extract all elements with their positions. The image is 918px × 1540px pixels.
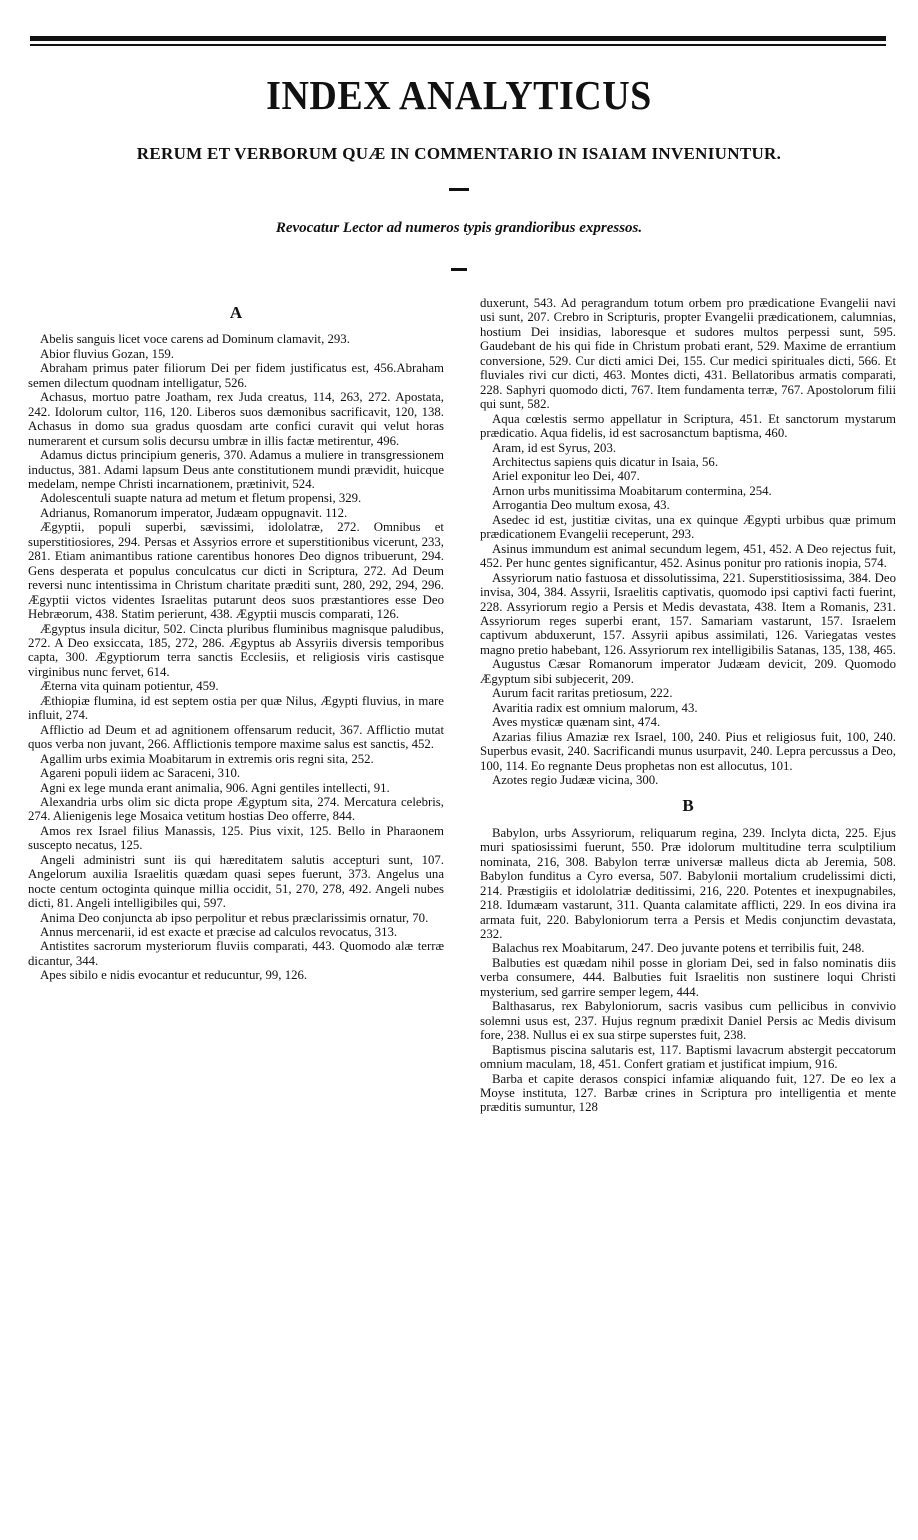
- index-entry: Abraham primus pater filiorum Dei per fidem justificatus est, 456.Abraham semen dilectum quodnam intelligatur, 526.: [28, 361, 444, 390]
- index-entry: Baptismus piscina salutaris est, 117. Baptismi lavacrum abstergit peccatorum omnium maculam, 18, 451. Confert gratiam et justificat impium, 916.: [480, 1042, 896, 1072]
- index-entry: Babylon, urbs Assyriorum, reliquarum regina, 239. Inclyta dicta, 225. Ejus muri spatiosissimi fuerunt, 550. Præ idolorum multitudine terra sculptilium nominata, 216, 308. Babylon terræ universæ malleus dicta ab Jeremia, 508. Babylon funditus a Cyro eversa, 507. Babylonii mortalium crudelissimi dicti, 214. Præstigiis et idololatriæ deditissimi, 216, 220. Potentes et inexpugnabiles, 218. Idumæam vastarunt, 311. Quanta calamitate afflicti, 229. In eos divina ira armata fuit, 220. Babyloniorum terra a Persis et Medis conjunctim devastata, 232.: [480, 825, 896, 942]
- index-entry: Arrogantia Deo multum exosa, 43.: [492, 498, 670, 513]
- index-entry: Avaritia radix est omnium malorum, 43.: [492, 700, 698, 715]
- separator-dash: [451, 268, 467, 271]
- index-entry: Arnon urbs munitissima Moabitarum contermina, 254.: [492, 483, 772, 498]
- index-entry: Annus mercenarii, id est exacte et præcise ad calculos revocatus, 313.: [40, 925, 398, 940]
- index-entry: Aram, id est Syrus, 203.: [492, 440, 617, 455]
- index-entry: Balthasarus, rex Babyloniorum, sacris vasibus cum pellicibus in convivio solemni usus est, 237. Hujus regnum prædixit Daniel Persis ac Medis divisum fore, 238. Nullus ei ex sua stirpe superstes fuit, 238.: [480, 999, 896, 1043]
- index-entry: Amos rex Israel filius Manassis, 125. Pius vixit, 125. Bello in Pharaonem suscepto necatus, 125.: [28, 823, 444, 853]
- index-entry: Agni ex lege munda erant animalia, 906. Agni gentiles intellecti, 91.: [40, 780, 390, 795]
- section-letter-a: A: [229, 303, 243, 322]
- index-entry: Abelis sanguis licet voce carens ad Dominum clamavit, 293.: [40, 332, 350, 347]
- index-entry: Asinus immundum est animal secundum legem, 451, 452. A Deo rejectus fuit, 452. Per hunc gentes significantur, 452. Asinus ponitur pro rationis inopia, 574.: [480, 541, 896, 571]
- index-entry: Assyriorum natio fastuosa et dissolutissima, 221. Superstitiosissima, 384. Deo invisa, 304, 384. Assyrii, Israelitis captivatis, quomodo ipsi captivi facti fuerint, 228. Assyriorum regio a Persis et Medis devastata, 438. Item a Romanis, 231. Assyriorum reges superbi erant, 157. Samariam vastarunt, 157. Israelem captivum abduxerunt, 157. Assyrii apibus assimilati, 126. Variegatas vestes magno pretio habebant, 126. Assyriorum rex intelligibilis Satanas, 135, 138, 465.: [480, 570, 896, 657]
- index-entry: Afflictio ad Deum et ad agnitionem offensarum reducit, 367. Afflictio mutat quos verba non juvant, 266. Afflictionis tempore maxime salus est sanctis, 452.: [28, 722, 444, 752]
- index-entry: Alexandria urbs olim sic dicta prope Ægyptum sita, 274. Mercatura celebris, 274. Alienigenis lege Mosaica vetitum hostias Deo offerre, 844.: [28, 794, 444, 824]
- index-entry: Anima Deo conjuncta ab ipso perpolitur et rebus præclarissimis ornatur, 70.: [40, 910, 429, 925]
- index-entry: Ægyptus insula dicitur, 502. Cincta pluribus fluminibus magnisque paludibus, 272. A Deo exsiccata, 185, 272, 286. Ægyptus ab Assyriis diversis temporibus capta, 300. Ægyptiorum terra sanctis Ecclesiis, et religiosis viris castisque virginibus nunc fervet, 614.: [28, 621, 444, 679]
- index-entry: Antistites sacrorum mysteriorum fluviis comparati, 443. Quomodo alæ terræ dicantur, 344.: [28, 939, 444, 968]
- top-thick-rule: [30, 36, 886, 41]
- index-entry: Azotes regio Judææ vicina, 300.: [492, 772, 659, 787]
- section-letter-b: B: [682, 796, 694, 816]
- index-entry: Achasus, mortuo patre Joatham, rex Juda creatus, 114, 263, 272. Apostata, 242. Idolorum cultor, 116, 120. Liberos suos dæmonibus sacrificavit, 120, 138. Achasus in domo sua gradus quosdam arte confici curavit qui velut horas numerarent et cursum solis decursu umbræ in illis factæ metirentur, 496.: [28, 390, 444, 448]
- page-subtitle: RERUM ET VERBORUM QUÆ IN COMMENTARIO IN ISAIAM INVENIUNTUR.: [136, 144, 782, 163]
- separator-dash: [449, 188, 469, 191]
- index-entry: Aqua cœlestis sermo appellatur in Scriptura, 451. Et sanctorum mystarum prædicatio. Aqua fidelis, id est sacrosanctum baptisma, 460.: [480, 411, 896, 441]
- index-entry: Aurum facit raritas pretiosum, 222.: [492, 686, 673, 701]
- index-entry: Adolescentuli suapte natura ad metum et fletum propensi, 329.: [40, 491, 362, 506]
- index-entry: Adrianus, Romanorum imperator, Judæam oppugnavit. 112.: [40, 505, 348, 520]
- index-entry: Ariel exponitur leo Dei, 407.: [492, 469, 640, 484]
- left-column: [28, 296, 444, 983]
- index-entry: Apes sibilo e nidis evocantur et reducuntur, 99, 126.: [40, 968, 308, 983]
- index-entry: Architectus sapiens quis dicatur in Isaia, 56.: [492, 454, 719, 469]
- index-entry: Adamus dictus principium generis, 370. Adamus a muliere in transgressionem inductus, 381. Adami lapsum Deus ante constitutionem mundi prævidit, huicque medelam, nempe Christi incarnationem, prætinivit, 524.: [28, 448, 444, 491]
- index-entry: Azarias filius Amaziæ rex Israel, 100, 240. Pius et religiosus fuit, 100, 240. Superbus evasit, 240. Sacrificandi munus usurpavit, 240. Lepra percussus a Deo, 100, 114. Eo regnante Deus prophetas non est allocutus, 101.: [480, 729, 896, 773]
- index-entry: Aves mysticæ quænam sint, 474.: [492, 715, 661, 730]
- top-thin-rule: [30, 44, 886, 46]
- index-entry: Agareni populi iidem ac Saraceni, 310.: [40, 766, 241, 781]
- index-entry: Æterna vita quinam potientur, 459.: [40, 679, 219, 694]
- reader-note: Revocatur Lector ad numeros typis grandioribus expressos.: [275, 220, 643, 236]
- index-entry: Abior fluvius Gozan, 159.: [40, 346, 174, 361]
- index-entry: Æthiopiæ flumina, id est septem ostia per quæ Nilus, Ægypti fluvius, in mare influit, 274.: [28, 693, 444, 723]
- index-entry: Balbuties est quædam nihil posse in gloriam Dei, sed in falso nominatis diis verba consumere, 444. Balbuties fuit Israelitis non sustinere loqui Christi mysterium, sed garrire semper legem, 444.: [480, 955, 896, 999]
- index-entry: Agallim urbs eximia Moabitarum in extremis oris regni sita, 252.: [40, 751, 374, 766]
- index-entry: Barba et capite derasos conspici infamiæ aliquando fuit, 127. De eo lex a Moyse instituta, 127. Barbæ crines in Scriptura pro intelligentia et mente præditis sumuntur, 128: [480, 1071, 896, 1115]
- index-entry: Asedec id est, justitiæ civitas, una ex quinque Ægypti urbibus quæ primum prædicationem Evangelii receperunt, 293.: [480, 512, 896, 542]
- index-entry: Balachus rex Moabitarum, 247. Deo juvante potens et terribilis fuit, 248.: [492, 941, 865, 956]
- index-entry-continued: duxerunt, 543. Ad peragrandum totum orbem pro prædicatione Evangelii navi usi sunt, 207. Crebro in Scripturis, propter Evangelii prædicationem, calumnias, hostium Dei insidias, laboresque et sudores multos perpessi sunt, 595. Gaudebant de his qui fide in Christum probati erant, 529. Maxime de errantium conversione, 529. Cur dicti amici Dei, 155. Cur medici spirituales dicti, 566. Et fluviales rivi cur dicti, 463. Montes dicti, 431. Bellatoribus armatis comparati, 228. Saphyri quomodo dicti, 767. Item fundamenta terræ, 767. Apostolorum filii qui sunt, 582.: [480, 296, 896, 412]
- right-column: [480, 296, 896, 1115]
- index-entry: Augustus Cæsar Romanorum imperator Judæam devicit, 209. Quomodo Ægyptum sibi subjecerit, 209.: [480, 657, 896, 686]
- index-entry: Ægyptii, populi superbi, sævissimi, idololatræ, 272. Omnibus et superstitiosiores, 294. Persas et Assyrios errore et superstitionibus vicerunt, 233, 281. Etiam animantibus ratione carentibus honores Deo dignos tribuerunt, 294. Gens desperata et populus conculcatus cur dicti in Scriptura, 272. Ad Deum reversi nunc intentissima in Christum charitate præditi sunt, 280, 292, 294, 296. Ægyptii victos videntes Israelitas putarunt deos suos præstantiores esse Deo Hebræorum, 438. Statim perierunt, 438. Ægyptii muscis comparati, 126.: [28, 520, 444, 622]
- page-title: INDEX ANALYTICUS: [266, 73, 652, 119]
- index-entry: Angeli administri sunt iis qui hæreditatem salutis accepturi sunt, 107. Angelorum auxilia Israelitis quædam quasi sepes fuerunt, 373. Angelus una nocte centum octoginta quinque millia occidit, 51, 270, 278, 492. Angeli nubes dicti, 81. Angeli intelligibiles qui, 597.: [28, 852, 444, 911]
